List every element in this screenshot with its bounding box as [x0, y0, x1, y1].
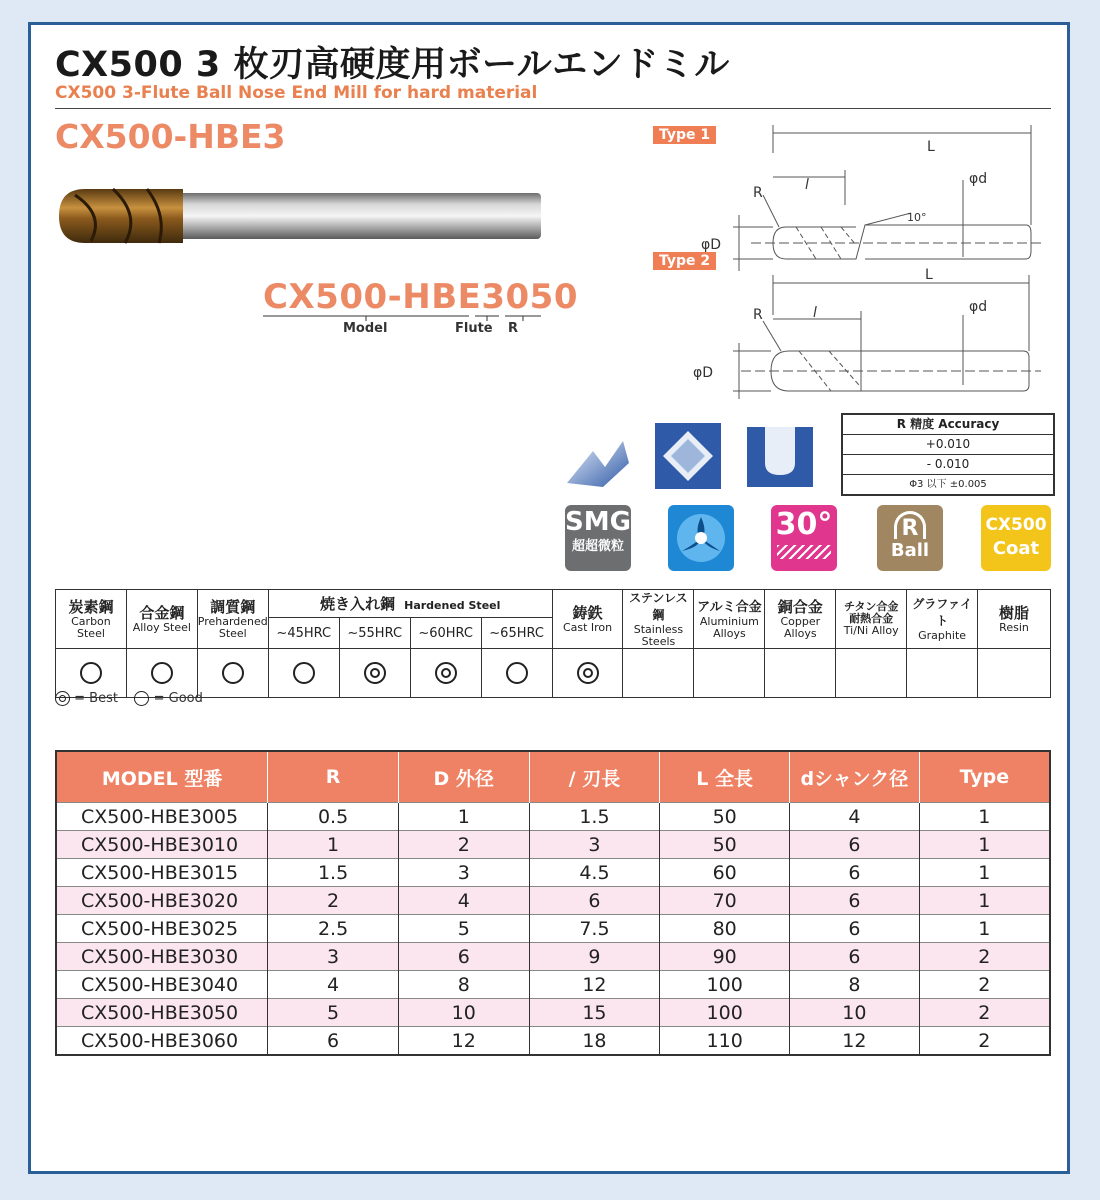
- coat-badge: [981, 505, 1051, 571]
- good-symbol-icon: [134, 691, 149, 706]
- ball-r-text: R: [894, 511, 926, 539]
- best-symbol-icon: [364, 662, 386, 684]
- suitability-row: [56, 649, 1051, 698]
- spec-cell: 1: [919, 887, 1050, 915]
- spec-table: [55, 750, 1051, 1056]
- titanium-jp2: 耐熱合金: [849, 612, 894, 625]
- resin-en1: Resin: [999, 620, 1029, 634]
- suitability-cell: [339, 649, 410, 698]
- smg-badge: [565, 505, 631, 571]
- hrc60-header: ~60HRC: [410, 618, 481, 649]
- table-row: [56, 859, 1050, 887]
- spec-cell: 1.5: [529, 803, 660, 831]
- suitability-cell: [268, 649, 339, 698]
- copper-jp: 銅合金: [777, 597, 823, 616]
- spec-header-cell: MODEL 型番: [56, 751, 268, 803]
- legend: [55, 691, 203, 706]
- hrc65-header: ~65HRC: [481, 618, 552, 649]
- model-code: CX500-HBE3050: [263, 277, 578, 317]
- spec-cell: 1: [919, 831, 1050, 859]
- spec-cell: 10: [790, 999, 920, 1027]
- graphite-jp: グラファイト: [912, 597, 972, 628]
- resin-jp: 樹脂: [999, 603, 1030, 622]
- table-row: [56, 943, 1050, 971]
- type2-drawing: [733, 275, 1041, 399]
- material-aluminium: [694, 590, 765, 649]
- flute-label: Flute: [455, 321, 493, 336]
- spec-cell: 18: [529, 1027, 660, 1056]
- slotting-icon: [747, 423, 813, 489]
- legend-best: = Best: [74, 691, 118, 706]
- spec-cell: 3: [398, 859, 529, 887]
- copper-en2: Alloys: [784, 626, 817, 640]
- spec-cell: 6: [790, 915, 920, 943]
- type1-R-label: R: [753, 185, 763, 201]
- hardened-jp: 焼き入れ鋼: [320, 595, 396, 614]
- alloy-en1: Alloy Steel: [132, 620, 191, 634]
- accuracy-note: Φ3 以下 ±0.005: [843, 474, 1053, 494]
- spec-cell: 6: [790, 831, 920, 859]
- spec-cell: 1: [268, 831, 399, 859]
- material-copper: [765, 590, 836, 649]
- stainless-en2: Steels: [641, 635, 676, 648]
- graphite-en1: Graphite: [918, 629, 967, 642]
- model-cell: CX500-HBE3015: [56, 859, 268, 887]
- smg-sub-text: 超超微粒: [571, 539, 624, 554]
- table-row: [56, 971, 1050, 999]
- type2-R-label: R: [753, 307, 763, 323]
- ball-label: Ball: [890, 540, 930, 561]
- hrc55-header: ~55HRC: [339, 618, 410, 649]
- preh-jp: 調質鋼: [210, 597, 256, 616]
- table-row: [56, 915, 1050, 943]
- type1-L-label: L: [927, 139, 935, 155]
- spec-cell: 12: [398, 1027, 529, 1056]
- spec-header-cell: / 刃長: [529, 751, 660, 803]
- type2-phi-d-label: φd: [969, 299, 988, 315]
- spec-cell: 2.5: [268, 915, 399, 943]
- spec-cell: 6: [268, 1027, 399, 1056]
- spec-cell: 8: [398, 971, 529, 999]
- alloy-jp: 合金鋼: [139, 603, 185, 622]
- spec-cell: 3: [529, 831, 660, 859]
- spec-cell: 100: [660, 999, 790, 1027]
- series-name: CX500-HBE3: [55, 117, 286, 156]
- model-cell: CX500-HBE3030: [56, 943, 268, 971]
- end-mill-image: [55, 175, 545, 255]
- coat-line2: Coat: [992, 538, 1040, 559]
- suitability-cell: [623, 649, 694, 698]
- model-cell: CX500-HBE3050: [56, 999, 268, 1027]
- type1-angle-label: 10°: [907, 211, 927, 224]
- accuracy-plus: +0.010: [843, 434, 1053, 454]
- type1-drawing: [733, 125, 1041, 271]
- type1-phi-d-label: φd: [969, 171, 988, 187]
- type2-L-label: L: [925, 267, 933, 283]
- material-table: [55, 589, 1051, 698]
- r-accuracy-box: [841, 413, 1055, 496]
- spec-cell: 2: [919, 999, 1050, 1027]
- spec-cell: 6: [529, 887, 660, 915]
- spec-cell: 12: [529, 971, 660, 999]
- spec-cell: 15: [529, 999, 660, 1027]
- best-symbol-icon: [55, 691, 70, 706]
- accuracy-minus: - 0.010: [843, 454, 1053, 474]
- shank-shape: [175, 193, 541, 239]
- accuracy-title: R 精度 Accuracy: [896, 417, 1000, 431]
- suitability-cell: [765, 649, 836, 698]
- spec-cell: 5: [268, 999, 399, 1027]
- spec-cell: 90: [660, 943, 790, 971]
- r-label: R: [508, 321, 519, 336]
- spec-header-cell: dシャンク径: [790, 751, 920, 803]
- page-subtitle: CX500 3-Flute Ball Nose End Mill for hard material: [55, 83, 538, 103]
- type2-tag: Type 2: [653, 252, 716, 270]
- type1-l-label: l: [805, 177, 809, 193]
- spec-cell: 70: [660, 887, 790, 915]
- grooving-icon: [563, 423, 633, 489]
- tool-dimension-diagram: [681, 115, 1051, 405]
- suitability-cell: [978, 649, 1051, 698]
- spec-cell: 50: [660, 803, 790, 831]
- titanium-jp1: チタン合金: [843, 600, 899, 613]
- spec-body: [56, 803, 1050, 1056]
- spec-header-row: [56, 751, 1050, 803]
- copper-en1: Copper: [780, 614, 821, 628]
- good-symbol-icon: [151, 662, 173, 684]
- spec-cell: 2: [398, 831, 529, 859]
- good-symbol-icon: [222, 662, 244, 684]
- spec-cell: 4: [398, 887, 529, 915]
- spec-cell: 80: [660, 915, 790, 943]
- model-cell: CX500-HBE3010: [56, 831, 268, 859]
- material-alloy: [126, 590, 197, 649]
- pocket-icon: [655, 423, 721, 489]
- spec-cell: 9: [529, 943, 660, 971]
- preh-en1: Prehardened: [197, 614, 268, 628]
- spec-cell: 2: [919, 971, 1050, 999]
- spec-cell: 1: [919, 803, 1050, 831]
- alu-jp: アルミ合金: [697, 599, 762, 615]
- spec-cell: 2: [919, 1027, 1050, 1056]
- spec-cell: 60: [660, 859, 790, 887]
- spec-cell: 1.5: [268, 859, 399, 887]
- title-divider: [55, 108, 1051, 109]
- material-prehardened: [197, 590, 268, 649]
- suitability-cell: [481, 649, 552, 698]
- preh-en2: Steel: [218, 626, 247, 640]
- material-graphite: [907, 590, 978, 649]
- model-cell: CX500-HBE3060: [56, 1027, 268, 1056]
- type2-l-label: l: [813, 305, 817, 321]
- model-cell: CX500-HBE3040: [56, 971, 268, 999]
- type1-tag: Type 1: [653, 126, 716, 144]
- spec-cell: 7.5: [529, 915, 660, 943]
- spec-cell: 50: [660, 831, 790, 859]
- three-flute-icon: [668, 505, 734, 571]
- stainless-en1: Stainless: [633, 623, 684, 636]
- table-row: [56, 1027, 1050, 1056]
- table-row: [56, 803, 1050, 831]
- table-row: [56, 831, 1050, 859]
- material-stainless: [623, 590, 694, 649]
- model-cell: CX500-HBE3005: [56, 803, 268, 831]
- spec-cell: 3: [268, 943, 399, 971]
- helix-angle-badge: [771, 505, 837, 571]
- spec-cell: 100: [660, 971, 790, 999]
- cast-jp: 鋳鉄: [572, 603, 603, 622]
- catalog-page: [28, 22, 1070, 1174]
- spec-cell: 2: [919, 943, 1050, 971]
- model-label: Model: [343, 321, 388, 336]
- material-carbon: [56, 590, 127, 649]
- spec-cell: 1: [919, 859, 1050, 887]
- suitability-cell: [694, 649, 765, 698]
- stainless-jp: ステンレス鋼: [629, 591, 688, 622]
- spec-cell: 1: [919, 915, 1050, 943]
- spec-cell: 4.5: [529, 859, 660, 887]
- page-title: CX500 3 枚刃高硬度用ボールエンドミル: [55, 45, 730, 85]
- spec-cell: 4: [268, 971, 399, 999]
- material-hardened: [268, 590, 552, 618]
- helix-stripes: [777, 545, 831, 559]
- good-symbol-icon: [293, 662, 315, 684]
- suitability-cell: [836, 649, 907, 698]
- cast-en1: Cast Iron: [562, 620, 613, 634]
- spec-header-cell: D 外径: [398, 751, 529, 803]
- model-cell: CX500-HBE3025: [56, 915, 268, 943]
- spec-cell: 10: [398, 999, 529, 1027]
- coat-line1: CX500: [985, 515, 1047, 535]
- spec-cell: 6: [398, 943, 529, 971]
- spec-header-cell: L 全長: [660, 751, 790, 803]
- hrc45-header: ~45HRC: [268, 618, 339, 649]
- spec-cell: 0.5: [268, 803, 399, 831]
- spec-cell: 6: [790, 887, 920, 915]
- ball-badge: [877, 505, 943, 571]
- spec-cell: 4: [790, 803, 920, 831]
- suitability-cell: [197, 649, 268, 698]
- suitability-cell: [410, 649, 481, 698]
- spec-cell: 110: [660, 1027, 790, 1056]
- alu-en1: Aluminium: [699, 614, 759, 628]
- table-row: [56, 999, 1050, 1027]
- material-resin: [978, 590, 1051, 649]
- carbon-en1: Carbon: [71, 614, 111, 628]
- material-cast-iron: [552, 590, 623, 649]
- suitability-cell: [907, 649, 978, 698]
- suitability-cell: [552, 649, 623, 698]
- type2-phi-D-label: φD: [693, 365, 714, 381]
- carbon-en2: Steel: [77, 626, 105, 640]
- spec-cell: 5: [398, 915, 529, 943]
- legend-good: = Good: [153, 691, 203, 706]
- smg-main-text: SMG: [565, 507, 631, 537]
- spec-header-cell: R: [268, 751, 399, 803]
- model-cell: CX500-HBE3020: [56, 887, 268, 915]
- table-row: [56, 887, 1050, 915]
- carbon-jp: 炭素鋼: [68, 597, 114, 616]
- alu-en2: Alloys: [713, 626, 746, 640]
- spec-cell: 12: [790, 1027, 920, 1056]
- spec-header-cell: Type: [919, 751, 1050, 803]
- best-symbol-icon: [435, 662, 457, 684]
- helix-angle-text: 30°: [775, 507, 833, 542]
- material-titanium: [836, 590, 907, 649]
- spec-cell: 1: [398, 803, 529, 831]
- type1-phi-D-label: φD: [701, 237, 722, 253]
- spec-cell: 6: [790, 859, 920, 887]
- good-symbol-icon: [80, 662, 102, 684]
- hardened-en: Hardened Steel: [404, 599, 501, 613]
- titanium-en1: Ti/Ni Alloy: [843, 624, 899, 637]
- spec-cell: 2: [268, 887, 399, 915]
- good-symbol-icon: [506, 662, 528, 684]
- spec-cell: 6: [790, 943, 920, 971]
- spec-cell: 8: [790, 971, 920, 999]
- best-symbol-icon: [577, 662, 599, 684]
